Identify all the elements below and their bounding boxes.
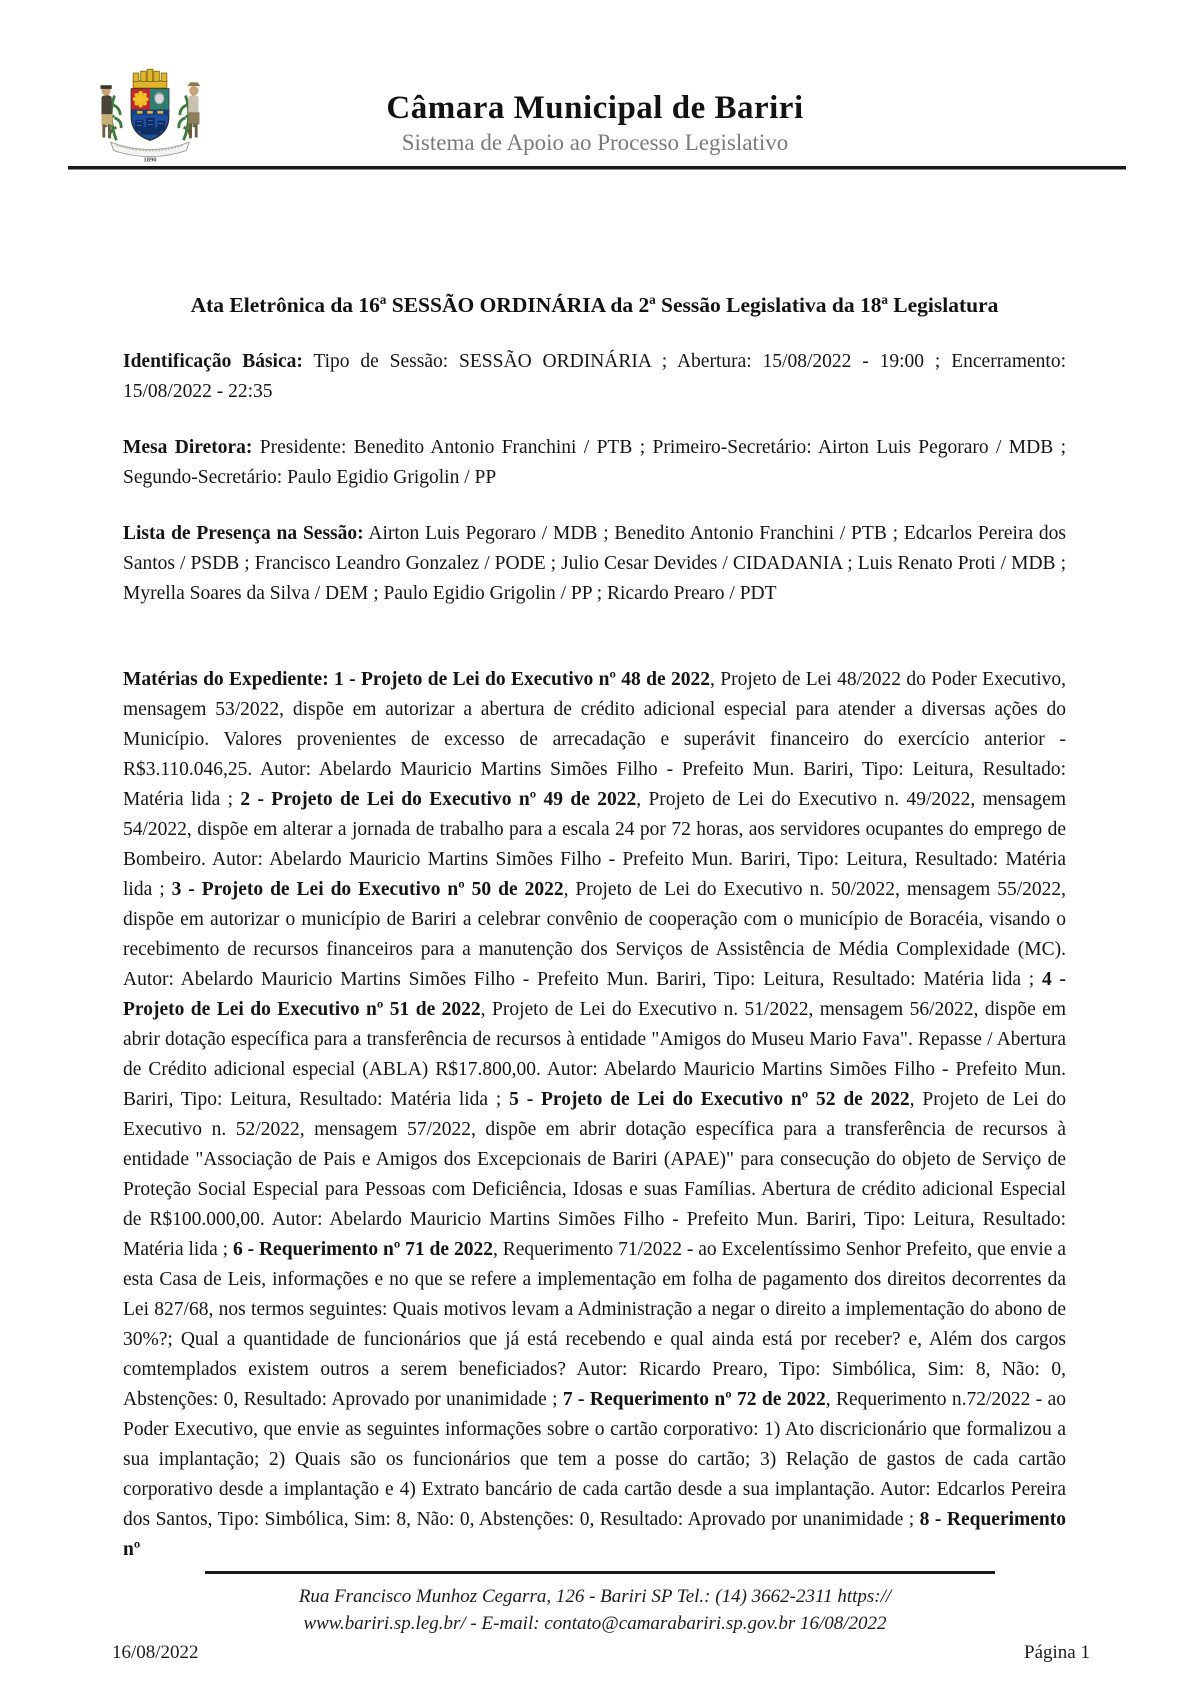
footer-address-line-1: Rua Francisco Munhoz Cegarra, 126 - Bariri SP Tel.: (14) 3662-2311 https:// <box>298 1586 892 1607</box>
footer-date: 16/08/2022 <box>112 1642 199 1663</box>
document-paragraphs <box>123 347 1066 1565</box>
footer-address <box>0 1583 1190 1637</box>
paragraph-mesa-diretora: Mesa Diretora: Presidente: Benedito Antonio Franchini / PTB ; Primeiro-Secretário: Airton Luis Pegoraro / MDB ; Segundo-Secretário: Paulo Egidio Grigolin / PP <box>123 437 1067 488</box>
paragraph-lista-presenca: Lista de Presença na Sessão: Airton Luis Pegoraro / MDB ; Benedito Antonio Franchini / PTB ; Edcarlos Pereira dos Santos / PSDB ; Francisco Leandro Gonzalez / PODE ; Julio Cesar Devides / CIDADANIA ; Luis Renato Proti / MDB ; Myrella Soares da Silva / DEM ; Paulo Egidio Grigolin / PP ; Ricardo Prearo / PDT <box>123 523 1066 604</box>
organization-title: Câmara Municipal de Bariri <box>386 90 804 126</box>
mural-crown <box>133 69 167 88</box>
header-text-block <box>0 88 1190 158</box>
document-title: Ata Eletrônica da 16ª SESSÃO ORDINÁRIA da 2ª Sessão Legislativa da 18ª Legislatura <box>190 293 999 317</box>
paragraph-materias-expediente: Matérias do Expediente: 1 - Projeto de Lei do Executivo nº 48 de 2022, Projeto de Lei 48/2022 do Poder Executivo, mensagem 53/2022, dispõe em autorizar a abertura de crédito adicional especial para atender a diversas ações do Município. Valores provenientes de excesso de arrecadação e superávit financeiro do exercício anterior - R$3.110.046,25. Autor: Abelardo Mauricio Martins Simões Filho - Prefeito Mun. Bariri, Tipo: Leitura, Resultado: Matéria lida ; 2 - Projeto de Lei do Executivo nº 49 de 2022, Projeto de Lei do Executivo n. 49/2022, mensagem 54/2022, dispõe em alterar a jornada de trabalho para a escala 24 por 72 horas, aos servidores ocupantes do emprego de Bombeiro. Autor: Abelardo Mauricio Martins Simões Filho - Prefeito Mun. Bariri, Tipo: Leitura, Resultado: Matéria lida ; 3 - Projeto de Lei do Executivo nº 50 de 2022, Projeto de Lei do Executivo n. 50/2022, mensagem 55/2022, dispõe em autorizar o município de Bariri a celebrar convênio de cooperação com o município de Boracéia, visando o recebimento de recursos financeiros para a manutenção dos Serviços de Assistência de Média Complexidade (MC). Autor: Abelardo Mauricio Martins Simões Filho - Prefeito Mun. Bariri, Tipo: Leitura, Resultado: Matéria lida ; 4 - Projeto de Lei do Executivo nº 51 de 2022, Projeto de Lei do Executivo n. 51/2022, mensagem 56/2022, dispõe em abrir dotação específica para a transferência de recursos à entidade "Amigos do Museu Mario Fava". Repasse / Abertura de Crédito adicional especial (ABLA) R$17.800,00. Autor: Abelardo Mauricio Martins Simões Filho - Prefeito Mun. Bariri, Tipo: Leitura, Resultado: Matéria lida ; 5 - Projeto de Lei do Executivo nº 52 de 2022, Projeto de Lei do Executivo n. 52/2022, mensagem 57/2022, dispõe em abrir dotação específica para a transferência de recursos à entidade "Associação de Pais e Amigos dos Excepcionais de Bariri (APAE)" para consecução do objeto de Serviço de Proteção Social Especial para Pessoas com Deficiência, Idosas e suas Famílias. Abertura de crédito adicional Especial de R$100.000,00. Autor: Abelardo Mauricio Martins Simões Filho - Prefeito Mun. Bariri, Tipo: Leitura, Resultado: Matéria lida ; 6 - Requerimento nº 71 de 2022, Requerimento 71/2022 - ao Excelentíssimo Senhor Prefeito, que envie a esta Casa de Leis, informações e no que se refere a implementação em folha de pagamento dos direitos decorrentes da Lei 827/68, nos termos seguintes: Quais motivos levam a Administração a negar o direito a implementação do abono de 30%?; Qual a quantidade de funcionários que já está recebendo e qual ainda está por receber? e, Além dos cargos comtemplados existem outros a serem beneficiados? Autor: Ricardo Prearo, Tipo: Simbólica, Sim: 8, Não: 0, Abstenções: 0, Resultado: Aprovado por unanimidade ; 7 - Requerimento nº 72 de 2022, Requerimento n.72/2022 - ao Poder Executivo, que envie as seguintes informações sobre o cartão corporativo: 1) Ato discricionário que formalizou a sua implantação; 2) Quais são os funcionários que tem a posse do cartão; 3) Relação de gastos de cada cartão corporativo desde a implantação e 4) Extrato bancário de cada cartão desde a sua implantação. Autor: Edcarlos Pereira dos Santos, Tipo: Simbólica, Sim: 8, Não: 0, Abstenções: 0, Resultado: Aprovado por unanimidade ; 8 - Requerimento nº <box>123 669 1067 1560</box>
page-header <box>0 0 1190 172</box>
footer-page-number: Página 1 <box>1024 1642 1090 1663</box>
logo-year-label: 1890 <box>143 156 157 164</box>
header-divider <box>68 166 1126 170</box>
document-body <box>123 290 1066 1565</box>
paragraph-identificacao-basica: Identificação Básica: Tipo de Sessão: SESSÃO ORDINÁRIA ; Abertura: 15/08/2022 - 19:00 ; Encerramento: 15/08/2022 - 22:35 <box>123 351 1066 402</box>
footer-address-line-2: www.bariri.sp.leg.br/ - E-mail: contato@camarabariri.sp.gov.br 16/08/2022 <box>303 1613 887 1634</box>
footer-divider <box>205 1571 995 1574</box>
system-subtitle: Sistema de Apoio ao Processo Legislativo <box>401 130 789 155</box>
